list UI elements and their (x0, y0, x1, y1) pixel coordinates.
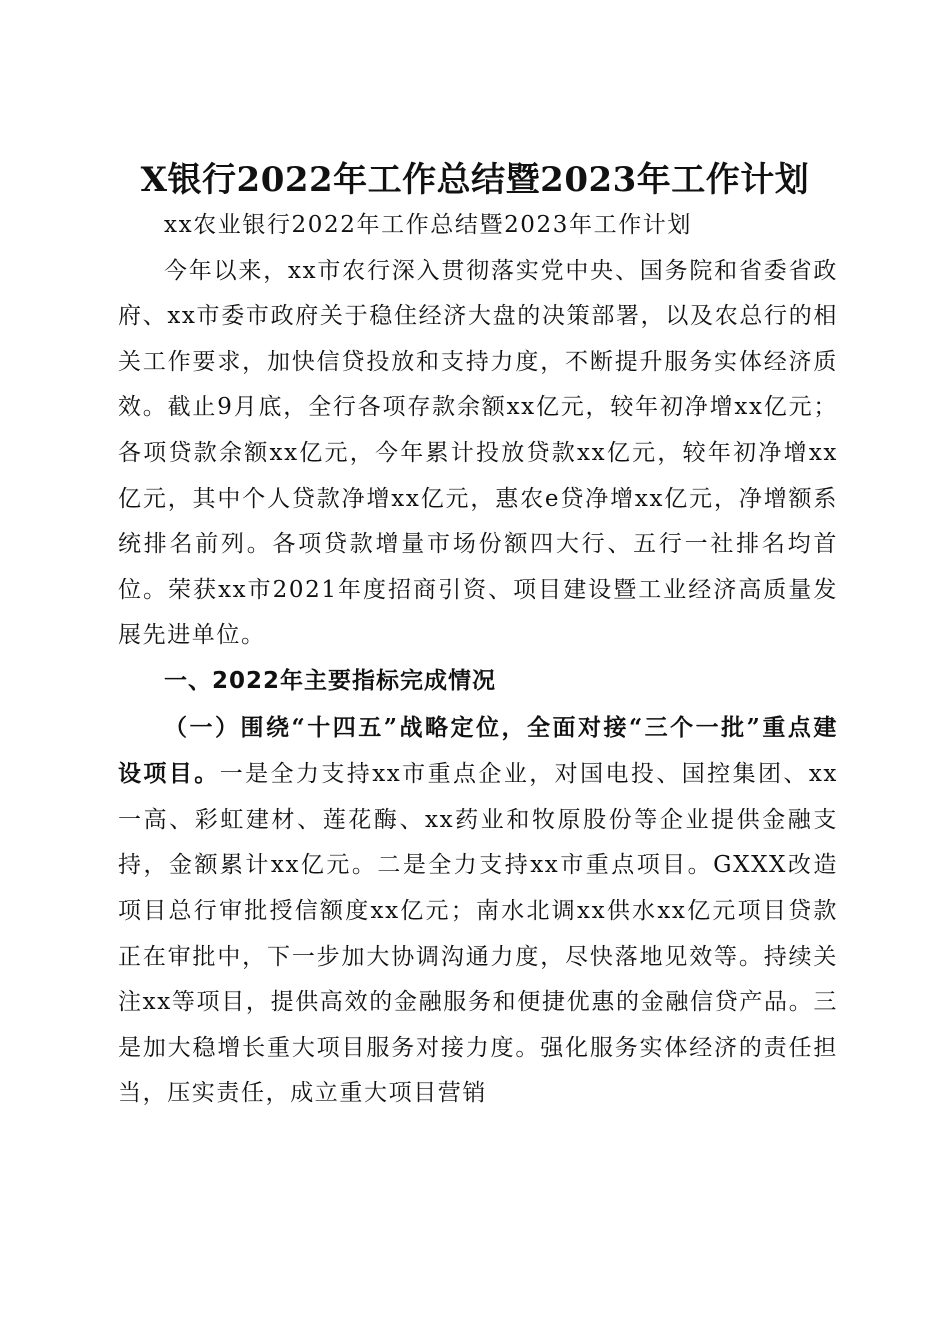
section-1-1-body: 一是全力支持xx市重点企业，对国电投、国控集团、xx一高、彩虹建材、莲花酶、xx药业和牧原股份等企业提供金融支持，金额累计xx亿元。二是全力支持xx市重点项目。GXXX改造项目总行审批授信额度xx亿元；南水北调xx供水xx亿元项目贷款正在审批中，下一步加大协调沟通力度，尽快落地见效等。持续关注xx等项目，提供高效的金融服务和便捷优惠的金融信贷产品。三是加大稳增长重大项目服务对接力度。强化服务实体经济的责任担当，压实责任，成立重大项目营销 (118, 761, 838, 1107)
document-subtitle: xx农业银行2022年工作总结暨2023年工作计划 (164, 212, 693, 238)
document-title: X银行2022年工作总结暨2023年工作计划 (140, 159, 810, 200)
section-1-1-paragraph (118, 705, 838, 1117)
document-body (118, 203, 838, 1117)
intro-paragraph: 今年以来，xx市农行深入贯彻落实党中央、国务院和省委省政府、xx市委市政府关于稳住经济大盘的决策部署，以及农总行的相关工作要求，加快信贷投放和支持力度，不断提升服务实体经济质效。截止9月底，全行各项存款余额xx亿元，较年初净增xx亿元；各项贷款余额xx亿元，今年累计投放贷款xx亿元，较年初净增xx亿元，其中个人贷款净增xx亿元，惠农e贷净增xx亿元，净增额系统排名前列。各项贷款增量市场份额四大行、五行一社排名均首位。荣获xx市2021年度招商引资、项目建设暨工业经济高质量发展先进单位。 (118, 257, 838, 649)
section-heading (118, 659, 838, 705)
section-1-heading: 一、2022年主要指标完成情况 (164, 667, 497, 694)
section-1-1-heading: （一）围绕“十四五”战略定位，全面对接“三个一批”重点建设项目。 (118, 713, 838, 788)
